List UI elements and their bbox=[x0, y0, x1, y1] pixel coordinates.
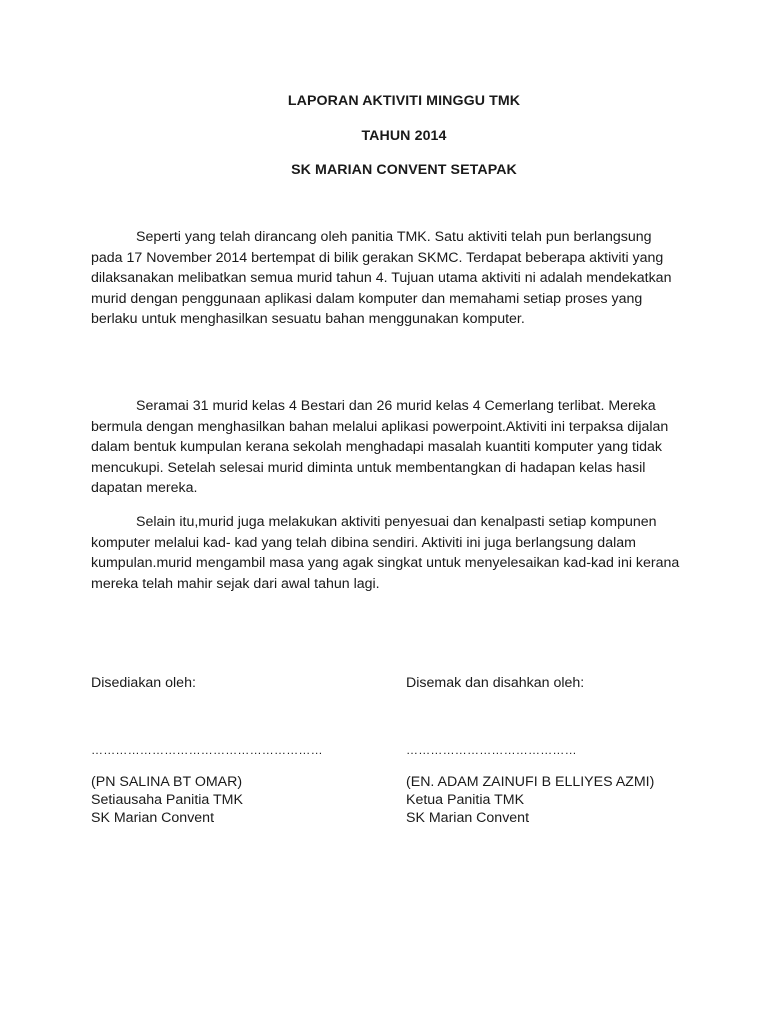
verified-signature-line: …………………………………… bbox=[406, 743, 577, 757]
verified-label: Disemak dan disahkan oleh: bbox=[406, 675, 585, 691]
document-school: SK MARIAN CONVENT SETAPAK bbox=[291, 162, 517, 178]
document-year: TAHUN 2014 bbox=[361, 128, 447, 144]
prepared-label: Disediakan oleh: bbox=[91, 675, 196, 691]
paragraph-activities: Selain itu,murid juga melakukan aktiviti penyesuai dan kenalpasti setiap kompunen komputer melalui kad- kad yang telah dibina sendiri. Aktiviti ini juga berlangsung dalam kumpulan.murid mengambil masa yang agak singkat untuk menyelesaikan kad-kad ini kerana mereka telah mahir sejak dari awal tahun lagi. bbox=[91, 514, 680, 592]
prepared-school: SK Marian Convent bbox=[91, 810, 215, 826]
prepared-name: (PN SALINA BT OMAR) bbox=[91, 774, 243, 790]
signature-verified bbox=[406, 673, 706, 826]
prepared-position: Setiausaha Panitia TMK bbox=[91, 792, 243, 808]
prepared-details bbox=[91, 773, 243, 827]
prepared-signature-line: ………………………………………………… bbox=[91, 743, 323, 757]
verified-school: SK Marian Convent bbox=[406, 810, 530, 826]
signature-prepared bbox=[91, 673, 391, 826]
verified-position: Ketua Panitia TMK bbox=[406, 792, 525, 808]
paragraph-participants: Seramai 31 murid kelas 4 Bestari dan 26 murid kelas 4 Cemerlang terlibat. Mereka bermula dengan menghasilkan bahan melalui aplikasi powerpoint.Aktiviti ini terpaksa dijalan dalam bentuk kumpulan kerana sekolah menghadapi masalah kuantiti komputer yang tidak mencukupi. Setelah selesai murid diminta untuk membentangkan di hadapan kelas hasil dapatan mereka. bbox=[91, 398, 669, 497]
verified-name: (EN. ADAM ZAINUFI B ELLIYES AZMI) bbox=[406, 774, 655, 790]
verified-details bbox=[406, 773, 654, 827]
paragraph-intro: Seperti yang telah dirancang oleh panitia TMK. Satu aktiviti telah pun berlangsung pada 17 November 2014 bertempat di bilik gerakan SKMC. Terdapat beberapa aktiviti yang dilaksanakan melibatkan semua murid tahun 4. Tujuan utama aktiviti ni adalah mendekatkan murid dengan penggunaan aplikasi dalam komputer dan memahami setiap proses yang berlaku untuk menghasilkan sesuatu bahan menggunakan komputer. bbox=[91, 229, 672, 328]
document-title: LAPORAN AKTIVITI MINGGU TMK bbox=[287, 93, 521, 109]
